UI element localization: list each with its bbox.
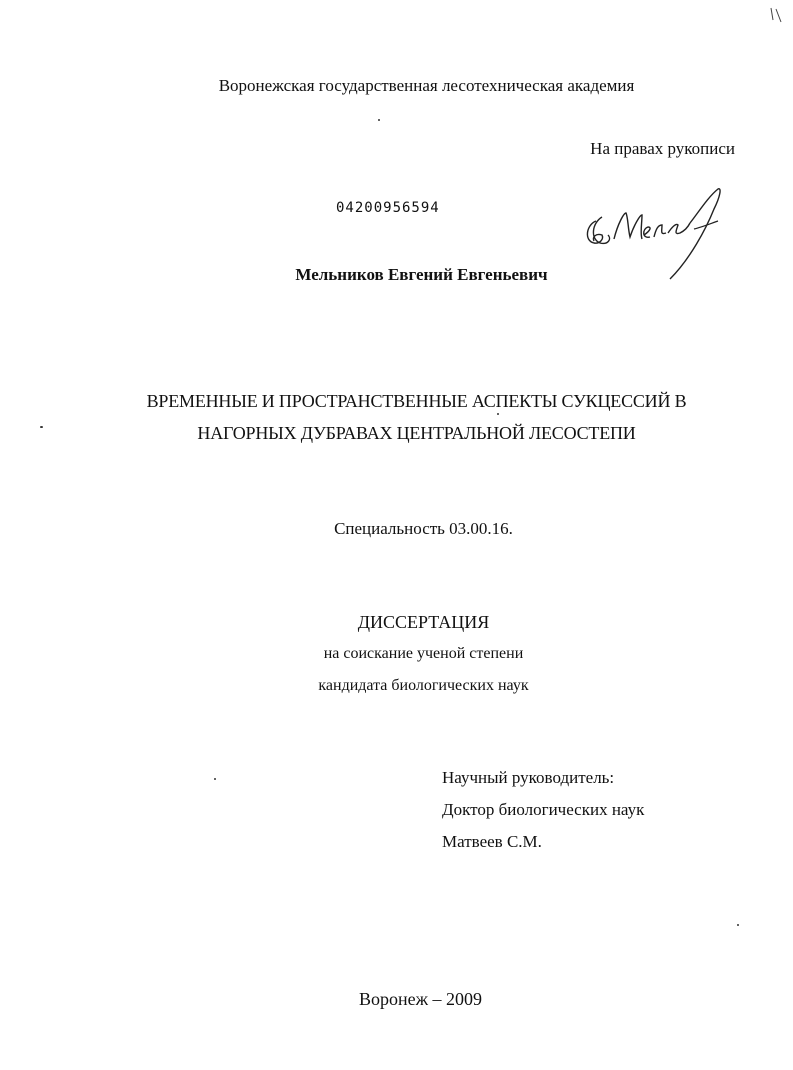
thesis-title-line-2: НАГОРНЫХ ДУБРАВАХ ЦЕНТРАЛЬНОЙ ЛЕСОСТЕПИ <box>197 423 636 443</box>
scan-speck <box>378 119 380 121</box>
supervisor-degree: Доктор биологических наук <box>442 800 645 819</box>
author-name: Мельников Евгений Евгеньевич <box>295 265 548 284</box>
degree-line-2: кандидата биологических наук <box>318 677 529 694</box>
manuscript-rights-note: На правах рукописи <box>590 139 735 158</box>
scan-speck <box>214 778 216 780</box>
corner-scan-mark <box>769 6 783 24</box>
degree-line-1: на соискание ученой степени <box>323 645 524 662</box>
specialty-code: Специальность 03.00.16. <box>334 519 513 538</box>
supervisor-name: Матвеев С.М. <box>442 832 542 851</box>
supervisor-label: Научный руководитель: <box>442 768 615 787</box>
institution-name: Воронежская государственная лесотехническая академия <box>218 76 635 95</box>
registration-number: 04200956594 <box>336 200 440 216</box>
city-and-year: Воронеж – 2009 <box>358 989 483 1009</box>
scan-speck <box>497 413 499 415</box>
scan-speck <box>737 924 739 926</box>
document-type: ДИССЕРТАЦИЯ <box>357 612 490 632</box>
thesis-title-line-1: ВРЕМЕННЫЕ И ПРОСТРАНСТВЕННЫЕ АСПЕКТЫ СУКЦЕССИЙ В <box>146 391 687 411</box>
